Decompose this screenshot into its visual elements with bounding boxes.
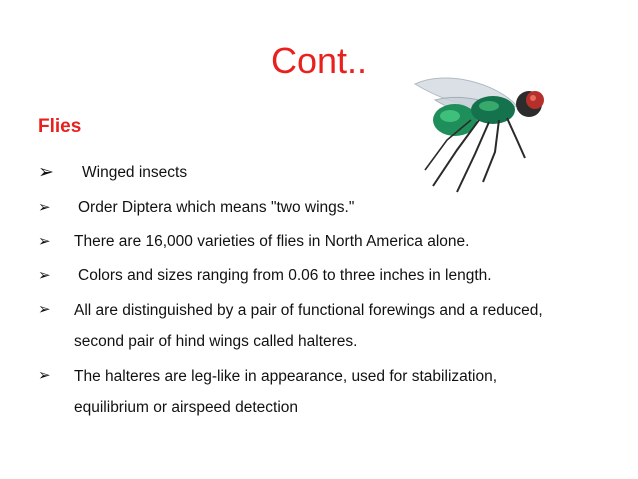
bullet-item [38,295,578,357]
bullet-item [38,158,598,188]
bullet-text: Order Diptera which means "two wings." [78,199,355,216]
bullet-item [38,261,598,291]
arrow-bullet-icon: ➢ [38,367,51,384]
bullet-text: There are 16,000 varieties of flies in North America alone. [74,233,470,250]
arrow-bullet-icon: ➢ [38,301,51,318]
slide-title: Cont.. [270,40,368,81]
bullet-item [38,361,548,423]
arrow-bullet-icon: ➢ [38,267,51,284]
section-heading: Flies [38,116,82,137]
bullet-item [38,227,598,257]
arrow-bullet-icon: ➢ [38,233,51,250]
bullet-text: All are distinguished by a pair of functional forewings and a reduced, second pair of hind wings called halteres. [74,302,543,350]
bullet-text: Winged insects [82,164,188,181]
bullet-text: The halteres are leg-like in appearance, used for stabilization, equilibrium or airspeed detection [74,368,498,416]
arrow-bullet-icon: ➢ [38,162,54,183]
bullet-text: Colors and sizes ranging from 0.06 to three inches in length. [78,267,492,284]
bullet-item [38,193,598,223]
arrow-bullet-icon: ➢ [38,199,51,216]
